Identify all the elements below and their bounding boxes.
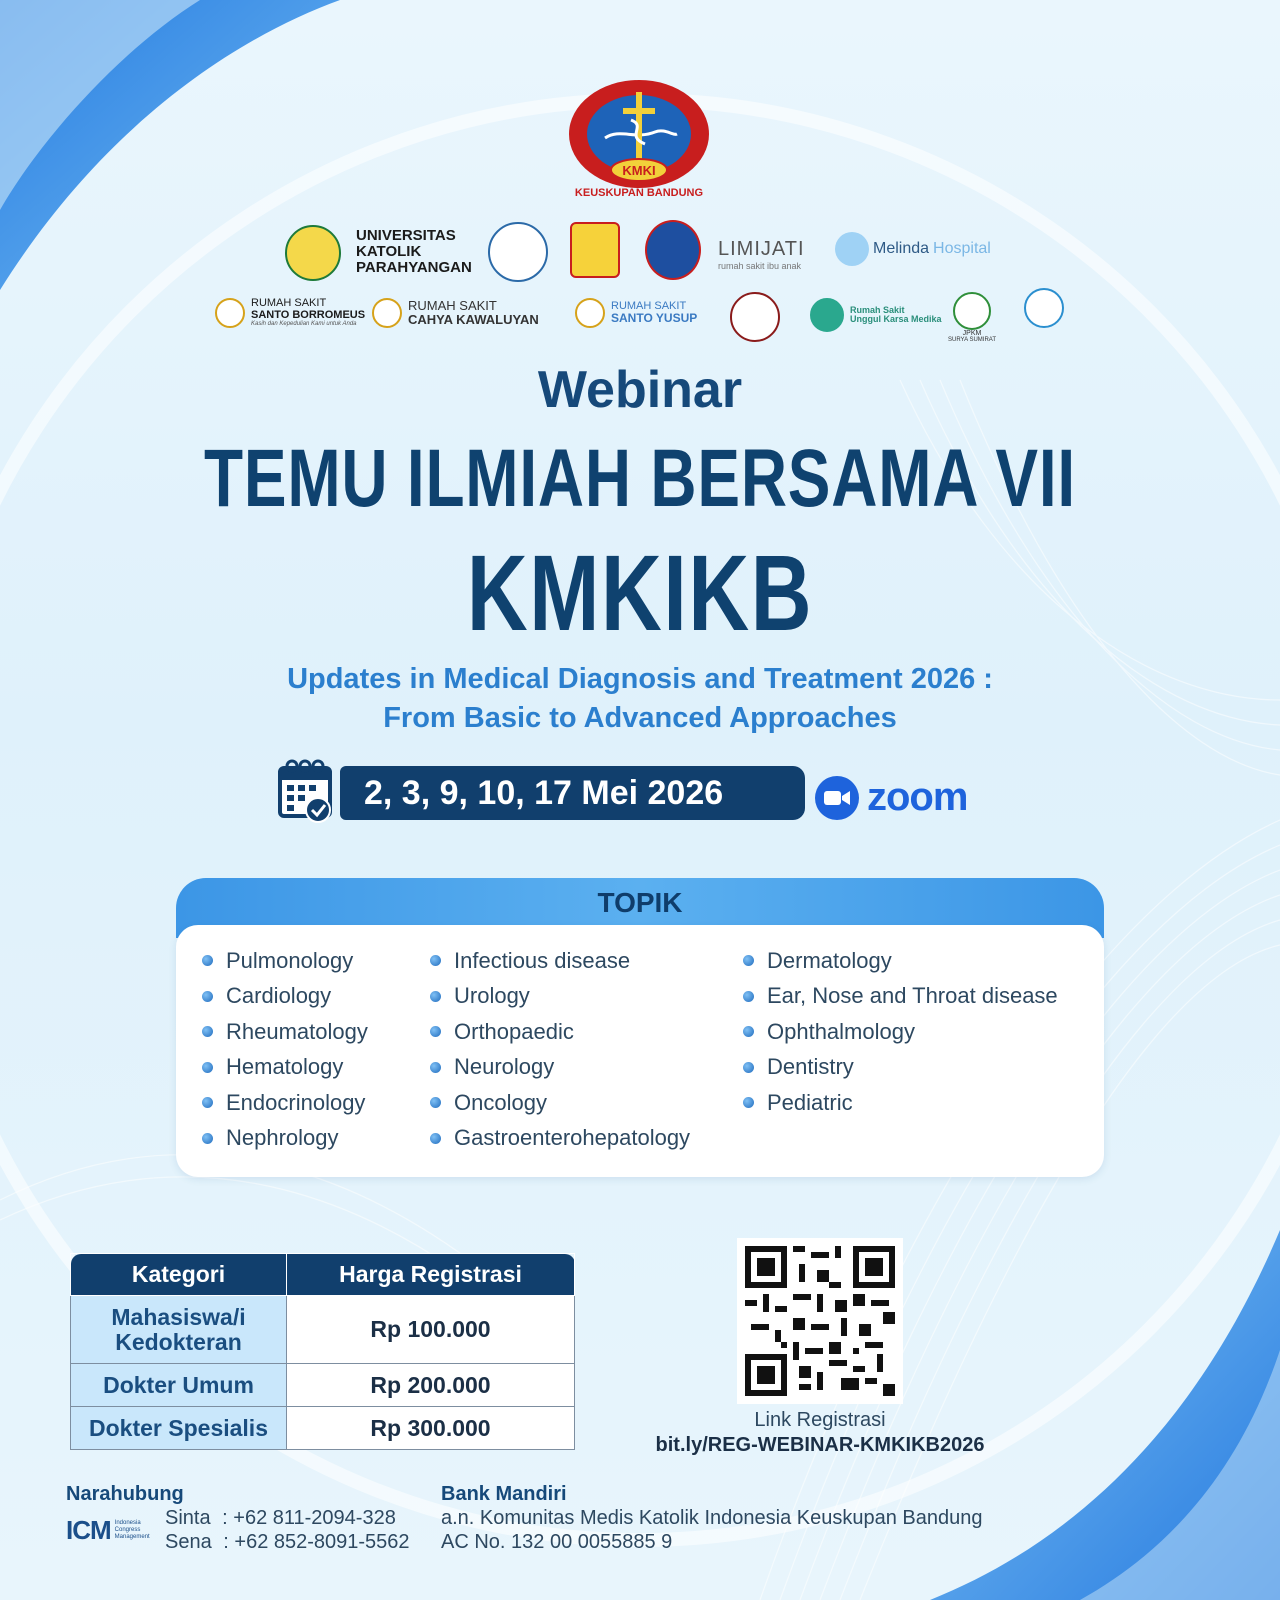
university-seal-icon — [488, 222, 548, 282]
immanuel-hospital-icon — [645, 220, 701, 280]
bullet-icon — [743, 1097, 754, 1108]
unpar-name: UNIVERSITAS KATOLIK PARAHYANGAN — [356, 227, 472, 276]
contact-sinta — [165, 1507, 396, 1530]
bullet-icon — [743, 955, 754, 966]
topik-column-1 — [202, 943, 368, 1156]
jpkm-logo: JPKM SURYA SUMIRAT — [948, 292, 996, 343]
kmki-badge: KMKI — [622, 163, 656, 178]
zoom-camera-icon — [815, 776, 859, 820]
jpkm-star-icon — [953, 292, 991, 330]
kmki-logo — [565, 78, 713, 200]
event-subtitle: Updates in Medical Diagnosis and Treatment 2026 : From Basic to Advanced Approaches — [287, 663, 993, 734]
list-item: Orthopaedic — [430, 1014, 690, 1050]
list-item: Nephrology — [202, 1121, 368, 1157]
contact-name: Sena — [165, 1531, 212, 1553]
bank-account-name: a.n. Komunitas Medis Katolik Indonesia Keuskupan Bandung — [441, 1507, 983, 1529]
list-item: Endocrinology — [202, 1085, 368, 1121]
table-row — [71, 1407, 575, 1450]
santo-yusup-logo: RUMAH SAKIT SANTO YUSUP — [575, 298, 697, 328]
list-item: Dermatology — [743, 943, 1058, 979]
event-title-line2: KMKIKB — [466, 532, 814, 653]
cahya-kawaluyan-logo: RUMAH SAKIT CAHYA KAWALUYAN — [372, 298, 539, 328]
bullet-icon — [430, 1097, 441, 1108]
topik-heading: TOPIK — [176, 878, 1104, 938]
category-cell: Mahasiswa/i Kedokteran — [71, 1296, 287, 1364]
bullet-icon — [202, 1097, 213, 1108]
price-cell: Rp 200.000 — [287, 1364, 575, 1407]
contact-heading: Narahubung — [66, 1483, 184, 1505]
price-cell: Rp 100.000 — [287, 1296, 575, 1364]
unpar-crest-icon — [285, 225, 341, 281]
list-item: Pulmonology — [202, 943, 368, 979]
category-cell: Dokter Spesialis — [71, 1407, 287, 1450]
list-item: Ophthalmology — [743, 1014, 1058, 1050]
perdhaki-cross-icon — [570, 222, 620, 278]
topik-panel — [176, 925, 1104, 1177]
bullet-icon — [202, 955, 213, 966]
contact-name: Sinta — [165, 1507, 211, 1529]
header-harga: Harga Registrasi — [287, 1254, 575, 1296]
list-item: Urology — [430, 979, 690, 1015]
bullet-icon — [430, 1133, 441, 1144]
bullet-icon — [202, 1026, 213, 1037]
registration-label: Link Registrasi — [754, 1409, 886, 1431]
bullet-icon — [430, 955, 441, 966]
melinda-flower-icon — [835, 232, 869, 266]
list-item: Pediatric — [743, 1085, 1058, 1121]
unpar-logo — [285, 225, 341, 281]
list-item: Ear, Nose and Throat disease — [743, 979, 1058, 1015]
event-dates: 2, 3, 9, 10, 17 Mei 2026 — [340, 766, 805, 820]
registration-link[interactable]: bit.ly/REG-WEBINAR-KMKIKB2026 — [655, 1434, 985, 1456]
bank-heading: Bank Mandiri — [441, 1483, 567, 1505]
table-row — [71, 1364, 575, 1407]
unggul-karsa-medika-logo: Rumah Sakit Unggul Karsa Medika — [810, 298, 942, 332]
qr-code-icon — [745, 1246, 895, 1396]
event-title-line1: TEMU ILMIAH BERSAMA VII — [204, 433, 1076, 524]
icm-logo: ICM Indonesia Congress Management — [66, 1515, 150, 1545]
list-item: Rheumatology — [202, 1014, 368, 1050]
topik-column-3 — [743, 943, 1058, 1121]
bank-account-number: AC No. 132 00 0055885 9 — [441, 1531, 673, 1553]
sekar-kamulyan-seal-icon — [730, 292, 780, 342]
bullet-icon — [202, 1133, 213, 1144]
list-item: Infectious disease — [430, 943, 690, 979]
borromeus-logo: RUMAH SAKIT SANTO BORROMEUS Kasih dan Kepedulian Kami untuk Anda — [215, 298, 365, 328]
list-item: Hematology — [202, 1050, 368, 1086]
list-item: Dentistry — [743, 1050, 1058, 1086]
bullet-icon — [430, 1062, 441, 1073]
price-table — [70, 1253, 575, 1450]
bullet-icon — [430, 991, 441, 1002]
bullet-icon — [743, 1026, 754, 1037]
list-item: Cardiology — [202, 979, 368, 1015]
header-kategori: Kategori — [71, 1254, 287, 1296]
table-header-row — [71, 1254, 575, 1296]
cahya-emblem-icon — [372, 298, 402, 328]
unggul-cross-icon — [810, 298, 844, 332]
bullet-icon — [430, 1026, 441, 1037]
zoom-wordmark: zoom — [867, 775, 968, 819]
list-item: Neurology — [430, 1050, 690, 1086]
bullet-icon — [743, 1062, 754, 1073]
kmki-subtitle: KEUSKUPAN BANDUNG — [574, 187, 704, 199]
borromeus-emblem-icon — [215, 298, 245, 328]
bullet-icon — [202, 991, 213, 1002]
contact-phone[interactable]: : +62 811-2094-328 — [222, 1507, 396, 1529]
price-cell: Rp 300.000 — [287, 1407, 575, 1450]
bullet-icon — [202, 1062, 213, 1073]
category-cell: Dokter Umum — [71, 1364, 287, 1407]
list-item: Oncology — [430, 1085, 690, 1121]
calendar-icon — [278, 758, 334, 824]
contact-phone[interactable]: : +62 852-8091-5562 — [223, 1531, 410, 1553]
webinar-label: Webinar — [537, 361, 743, 419]
anchor-cross-icon — [1024, 288, 1064, 328]
melinda-logo: Melinda Hospital — [835, 232, 991, 266]
yusup-emblem-icon — [575, 298, 605, 328]
contact-sena — [165, 1531, 410, 1554]
topik-column-2 — [430, 943, 690, 1156]
registration-qr-code[interactable] — [737, 1238, 903, 1404]
list-item: Gastroenterohepatology — [430, 1121, 690, 1157]
table-row — [71, 1296, 575, 1364]
zoom-logo — [815, 775, 967, 820]
bullet-icon — [743, 991, 754, 1002]
limijati-logo: LIMIJATI rumah sakit ibu anak — [718, 238, 805, 271]
